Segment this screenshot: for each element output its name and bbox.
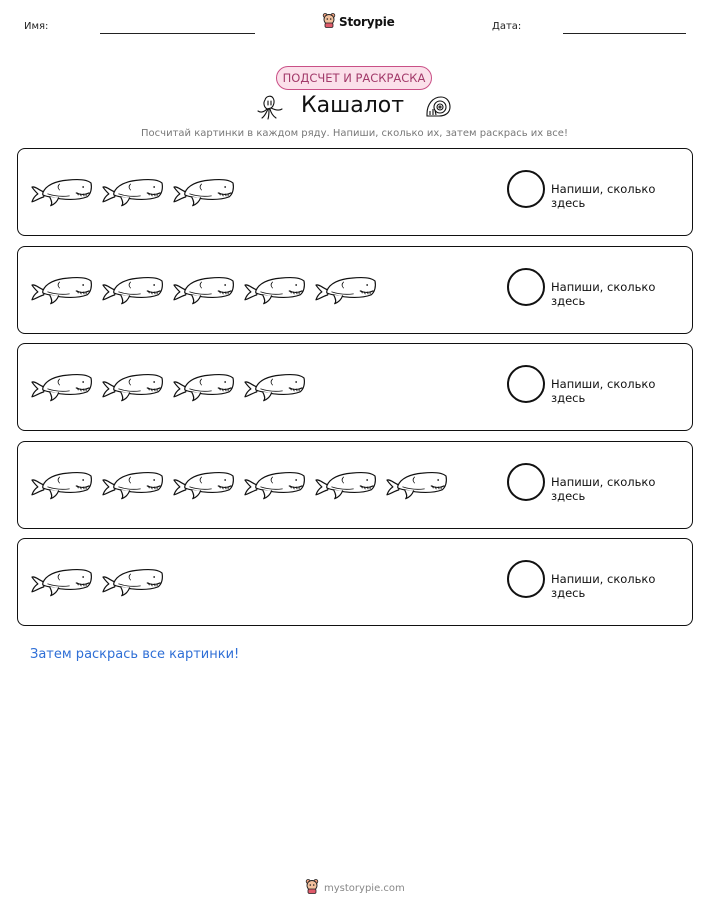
answer-circle[interactable] (507, 268, 545, 306)
answer-circle[interactable] (507, 365, 545, 403)
footer-brand (305, 878, 405, 898)
sperm-whale-icon (314, 268, 377, 306)
name-field[interactable] (100, 33, 255, 34)
counting-row (17, 441, 693, 529)
sperm-whale-icon (172, 268, 235, 306)
sperm-whale-icon (101, 268, 164, 306)
counting-row (17, 148, 693, 236)
date-label: Дата: (492, 21, 522, 32)
answer-label: Напиши, сколько здесь (551, 377, 656, 405)
sperm-whale-icon (30, 170, 93, 208)
counting-row (17, 343, 693, 431)
whale-group (30, 170, 235, 208)
sperm-whale-icon (243, 268, 306, 306)
sperm-whale-icon (243, 463, 306, 501)
title-row (0, 93, 709, 123)
sperm-whale-icon (172, 365, 235, 403)
footer-url: mystorypie.com (324, 882, 405, 894)
worksheet-title: Кашалот (301, 93, 405, 118)
counting-row (17, 538, 693, 626)
answer-label: Напиши, сколько здесь (551, 572, 656, 600)
answer-circle[interactable] (507, 463, 545, 501)
whale-group (30, 560, 164, 598)
sperm-whale-icon (101, 365, 164, 403)
squid-icon (256, 94, 284, 124)
sperm-whale-icon (243, 365, 306, 403)
closing-note: Затем раскрась все картинки! (30, 647, 240, 662)
sperm-whale-icon (30, 560, 93, 598)
counting-row (17, 246, 693, 334)
sperm-whale-icon (101, 170, 164, 208)
sperm-whale-icon (30, 268, 93, 306)
nautilus-shell-icon (424, 94, 452, 124)
sperm-whale-icon (101, 560, 164, 598)
answer-circle[interactable] (507, 170, 545, 208)
sperm-whale-icon (314, 463, 377, 501)
sperm-whale-icon (172, 463, 235, 501)
whale-group (30, 365, 306, 403)
activity-badge: ПОДСЧЕТ И РАСКРАСКА (276, 66, 432, 90)
answer-circle[interactable] (507, 560, 545, 598)
date-field[interactable] (563, 33, 686, 34)
answer-label: Напиши, сколько здесь (551, 182, 656, 210)
brand-name: Storypie (339, 15, 395, 29)
instruction-text: Посчитай картинки в каждом ряду. Напиши, сколько их, затем раскрась их все! (141, 128, 568, 139)
answer-label: Напиши, сколько здесь (551, 279, 656, 308)
storypie-mascot-icon (305, 878, 319, 898)
sperm-whale-icon (101, 463, 164, 501)
brand-logo (322, 12, 395, 32)
sperm-whale-icon (30, 463, 93, 501)
name-label: Имя: (24, 21, 49, 32)
sperm-whale-icon (172, 170, 235, 208)
whale-group (30, 463, 448, 501)
sperm-whale-icon (385, 463, 448, 501)
sperm-whale-icon (30, 365, 93, 403)
whale-group (30, 268, 377, 306)
storypie-mascot-icon (322, 12, 336, 32)
answer-label: Напиши, сколько здесь (551, 474, 656, 503)
